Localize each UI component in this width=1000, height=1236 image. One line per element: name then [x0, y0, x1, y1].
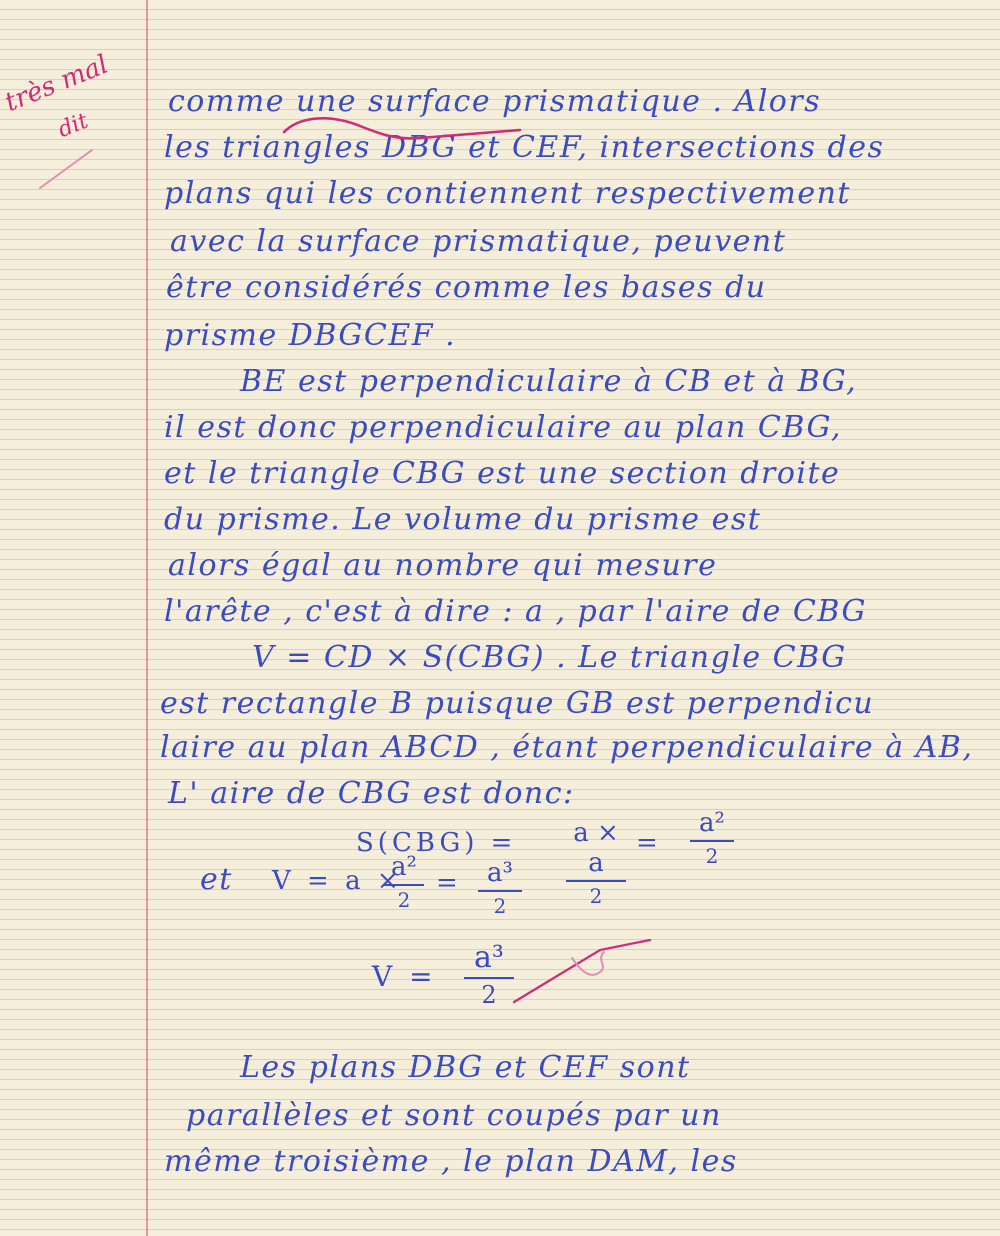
text-line: et le triangle CBG est une section droite [164, 456, 841, 491]
formula1-num2: a² [699, 808, 725, 838]
text-line: V = CD × S(CBG) . Le triangle CBG [252, 640, 847, 675]
formula2-den1: 2 [397, 888, 411, 912]
formula2-eq: = [436, 868, 462, 898]
formula1-eq: = [636, 828, 662, 858]
formula1-lhs: S(CBG) = [356, 828, 517, 858]
formula2-num2: a³ [487, 858, 513, 888]
text-line: comme une surface prismatique . Alors [168, 84, 822, 119]
text-line: avec la surface prismatique, peuvent [170, 224, 787, 259]
text-line: prisme DBGCEF . [164, 318, 457, 353]
text-line: du prisme. Le volume du prisme est [164, 502, 762, 537]
formula2-lhs: V = a × [272, 866, 403, 896]
margin-note-line2: dit [54, 108, 92, 143]
text-line: laire au plan ABCD , étant perpendiculaire à AB, [160, 730, 974, 765]
margin-slash [40, 150, 92, 188]
text-line: même troisième , le plan DAM, les [164, 1144, 738, 1179]
text-line: il est donc perpendiculaire au plan CBG, [164, 410, 842, 445]
formula3-num: a³ [474, 940, 504, 975]
text-line: alors égal au nombre qui mesure [168, 548, 718, 583]
correction-underline [284, 118, 520, 138]
text-line: BE est perpendiculaire à CB et à BG, [240, 364, 858, 399]
check-scribble [572, 952, 604, 975]
text-line: Les plans DBG et CEF sont [240, 1050, 691, 1085]
formula2-num1: a² [391, 852, 417, 882]
text-line: est rectangle B puisque GB est perpendicu [160, 686, 875, 721]
formula2-lead: et [200, 862, 233, 897]
text-line: parallèles et sont coupés par un [186, 1098, 722, 1133]
text-line: l'arête , c'est à dire : a , par l'aire de CBG [164, 594, 867, 629]
margin-note-line1: très mal [0, 49, 113, 118]
formula3-den: 2 [481, 981, 497, 1009]
formula3-lhs: V = [372, 960, 437, 993]
text-line: les triangles DBG et CEF, intersections des [164, 130, 885, 165]
text-line: être considérés comme les bases du [166, 270, 767, 305]
text-line: plans qui les contiennent respectivement [164, 176, 851, 211]
formula2-den2: 2 [493, 894, 507, 918]
formula1-den1: 2 [589, 884, 603, 908]
text-line: L' aire de CBG est donc: [168, 776, 575, 811]
formula1-num1: a × a [573, 818, 619, 878]
formula1-den2: 2 [705, 844, 719, 868]
